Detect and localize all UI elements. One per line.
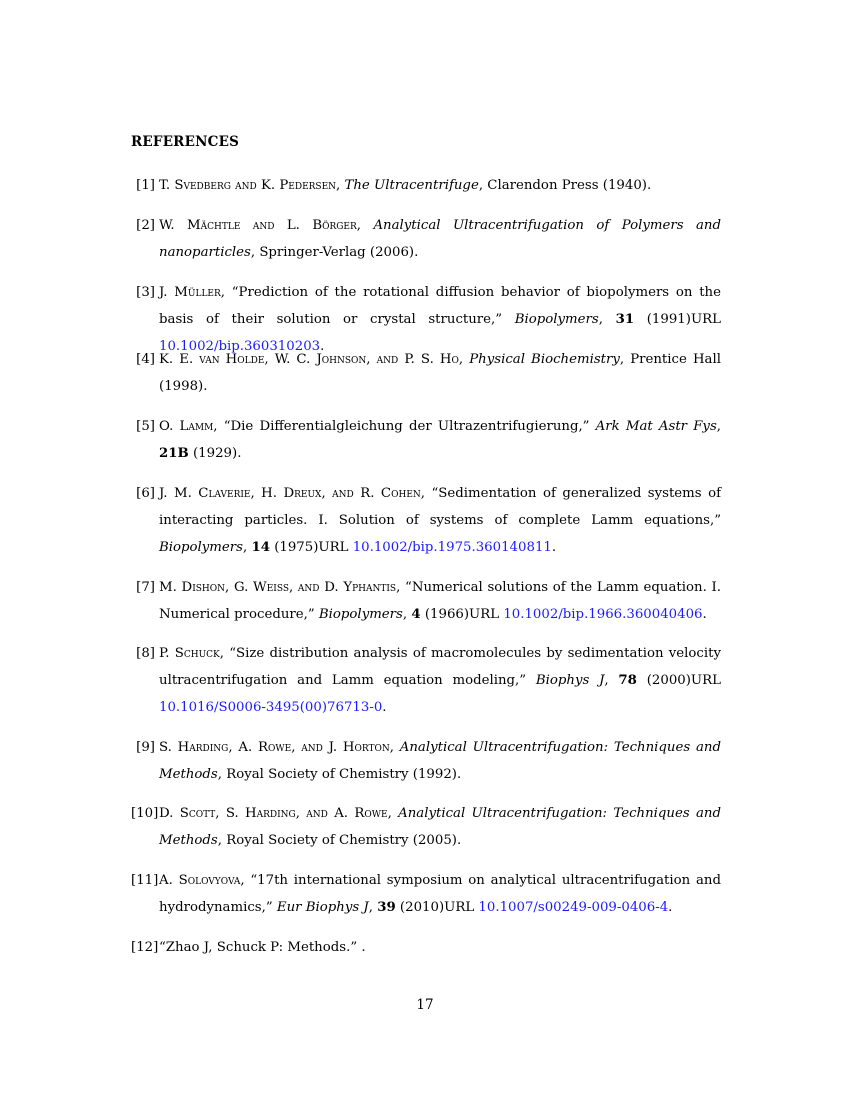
reference-authors: A. Solovyova: [159, 873, 241, 888]
reference-authors: J. M. Claverie, H. Dreux, and R. Cohen: [159, 486, 421, 501]
reference-number: [3]: [136, 285, 155, 300]
reference-year: (1966)URL: [420, 607, 504, 622]
reference-publisher: , Prentice Hall (1998).: [159, 352, 721, 394]
reference-title: Analytical Ultracentrifugation: Techniques and Methods: [159, 740, 721, 782]
reference-journal: Ark Mat Astr Fys: [595, 419, 717, 434]
reference-title: The Ultracentrifuge: [344, 178, 479, 193]
reference-number: [11]: [131, 873, 159, 888]
reference-title: , “Size distribution analysis of macromolecules by sedimentation velocity ultracentrifugation and Lamm equation modeling,”: [159, 646, 721, 688]
reference-volume: 78: [618, 673, 637, 688]
reference-year: (1975)URL: [269, 540, 353, 555]
reference-number: [12]: [131, 940, 159, 955]
reference-item: [131, 734, 721, 788]
reference-body: J. Müller, “Prediction of the rotational diffusion behavior of biopolymers on the basis of their solution or crystal structure,” Biopolymers, 31 (1991)URL 10.1002/bip.360310203.: [159, 285, 721, 354]
page-number: 17: [416, 997, 434, 1013]
reference-number: [8]: [136, 646, 155, 661]
reference-year: (2010)URL: [395, 900, 479, 915]
reference-body: M. Dishon, G. Weiss, and D. Yphantis, “Numerical solutions of the Lamm equation. I. Numerical procedure,” Biopolymers, 4 (1966)URL 10.1002/bip.1966.360040406.: [159, 580, 721, 622]
reference-number: [1]: [136, 178, 155, 193]
reference-title: Analytical Ultracentrifugation of Polymers and nanoparticles: [159, 218, 721, 260]
reference-publisher: , Springer-Verlag (2006).: [250, 245, 419, 260]
reference-item: [131, 346, 721, 400]
reference-end: .: [320, 339, 325, 354]
reference-body: O. Lamm, “Die Differentialgleichung der Ultrazentrifugierung,” Ark Mat Astr Fys, 21B (1929).: [159, 419, 721, 461]
reference-number: [2]: [136, 218, 155, 233]
reference-authors: T. Svedberg and K. Pedersen: [159, 178, 337, 193]
reference-volume: 4: [411, 607, 421, 622]
reference-number: [4]: [136, 352, 155, 367]
reference-authors: P. Schuck: [159, 646, 220, 661]
reference-volume: 31: [615, 312, 635, 327]
reference-end: .: [702, 607, 707, 622]
reference-authors: J. Müller: [159, 285, 221, 300]
reference-title: , “17th international symposium on analytical ultracentrifugation and hydrodynamics,”: [159, 873, 721, 915]
reference-number: [10]: [131, 806, 159, 821]
reference-body: P. Schuck, “Size distribution analysis of macromolecules by sedimentation velocity ultracentrifugation and Lamm equation modeling,” Biophys J, 78 (2000)URL 10.1016/S0006-3495(00)76713-0.: [159, 646, 721, 715]
reference-number: [5]: [136, 419, 155, 434]
reference-journal: Eur Biophys J: [276, 900, 369, 915]
reference-body: D. Scott, S. Harding, and A. Rowe, Analytical Ultracentrifugation: Techniques and Methods, Royal Society of Chemistry (2005).: [159, 806, 721, 848]
reference-item: [131, 172, 721, 199]
reference-title: , “Die Differentialgleichung der Ultrazentrifugierung,”: [213, 419, 596, 434]
reference-journal: Biopolymers: [159, 540, 243, 555]
reference-authors: W. Mächtle and L. Börger: [159, 218, 357, 233]
reference-doi-link[interactable]: 10.1002/bip.360310203: [159, 339, 321, 354]
reference-authors: O. Lamm: [159, 419, 214, 434]
reference-body: A. Solovyova, “17th international symposium on analytical ultracentrifugation and hydrodynamics,” Eur Biophys J, 39 (2010)URL 10.1007/s00249-009-0406-4.: [159, 873, 721, 915]
reference-item: [131, 212, 721, 266]
reference-body: “Zhao J, Schuck P: Methods.” .: [159, 940, 366, 955]
reference-year: (2000)URL: [636, 673, 721, 688]
reference-body: W. Mächtle and L. Börger, Analytical Ultracentrifugation of Polymers and nanoparticles, Springer-Verlag (2006).: [159, 218, 721, 260]
reference-doi-link[interactable]: 10.1007/s00249-009-0406-4: [478, 900, 669, 915]
reference-publisher: , Royal Society of Chemistry (1992).: [217, 767, 462, 782]
reference-title: , “Sedimentation of generalized systems of interacting particles. I. Solution of systems of complete Lamm equations,”: [159, 486, 721, 528]
reference-title: , “Numerical solutions of the Lamm equation. I. Numerical procedure,”: [159, 580, 721, 622]
reference-doi-link[interactable]: 10.1002/bip.1966.360040406: [503, 607, 703, 622]
reference-item: [131, 413, 721, 467]
reference-authors: S. Harding, A. Rowe, and J. Horton: [159, 740, 390, 755]
reference-item: [131, 640, 721, 721]
reference-body: K. E. van Holde, W. C. Johnson, and P. S. Ho, Physical Biochemistry, Prentice Hall (1998).: [159, 352, 721, 394]
references-heading: REFERENCES: [131, 134, 240, 150]
reference-body: S. Harding, A. Rowe, and J. Horton, Analytical Ultracentrifugation: Techniques and Methods, Royal Society of Chemistry (1992).: [159, 740, 721, 782]
reference-title: Analytical Ultracentrifugation: Techniques and Methods: [159, 806, 721, 848]
reference-number: [9]: [136, 740, 155, 755]
reference-journal: Biopolymers: [514, 312, 599, 327]
reference-body: T. Svedberg and K. Pedersen, The Ultracentrifuge, Clarendon Press (1940).: [159, 178, 652, 193]
reference-item: [131, 480, 721, 561]
reference-publisher: , Royal Society of Chemistry (2005).: [217, 833, 462, 848]
reference-title: Physical Biochemistry: [469, 352, 620, 367]
reference-number: [7]: [136, 580, 155, 595]
reference-authors: M. Dishon, G. Weiss, and D. Yphantis: [159, 580, 397, 595]
reference-doi-link[interactable]: 10.1002/bip.1975.360140811: [352, 540, 552, 555]
reference-item: [131, 934, 721, 961]
reference-journal: Biopolymers: [318, 607, 403, 622]
reference-volume: 39: [377, 900, 396, 915]
reference-authors: K. E. van Holde, W. C. Johnson, and P. S. Ho: [159, 352, 459, 367]
reference-end: .: [551, 540, 557, 555]
reference-end: .: [382, 700, 387, 715]
reference-year: (1991)URL: [634, 312, 721, 327]
reference-body: J. M. Claverie, H. Dreux, and R. Cohen, “Sedimentation of generalized systems of interacting particles. I. Solution of systems of complete Lamm equations,” Biopolymers, 14 (1975)URL 10.1002/bip.1975.360140811.: [159, 486, 721, 555]
reference-doi-link[interactable]: 10.1016/S0006-3495(00)76713-0: [159, 700, 383, 715]
reference-number: [6]: [136, 486, 155, 501]
reference-authors: D. Scott, S. Harding, and A. Rowe: [159, 806, 388, 821]
reference-publisher: , Clarendon Press (1940).: [478, 178, 652, 193]
reference-end: .: [668, 900, 673, 915]
reference-item: [131, 574, 721, 628]
reference-volume: 14: [251, 540, 270, 555]
reference-year: (1929).: [188, 446, 242, 461]
reference-title: , “Prediction of the rotational diffusion behavior of biopolymers on the basis of their solution or crystal structure,”: [159, 285, 721, 327]
reference-volume: 21B: [159, 446, 189, 461]
reference-item: [131, 800, 721, 854]
reference-journal: Biophys J: [535, 673, 605, 688]
reference-item: [131, 867, 721, 921]
